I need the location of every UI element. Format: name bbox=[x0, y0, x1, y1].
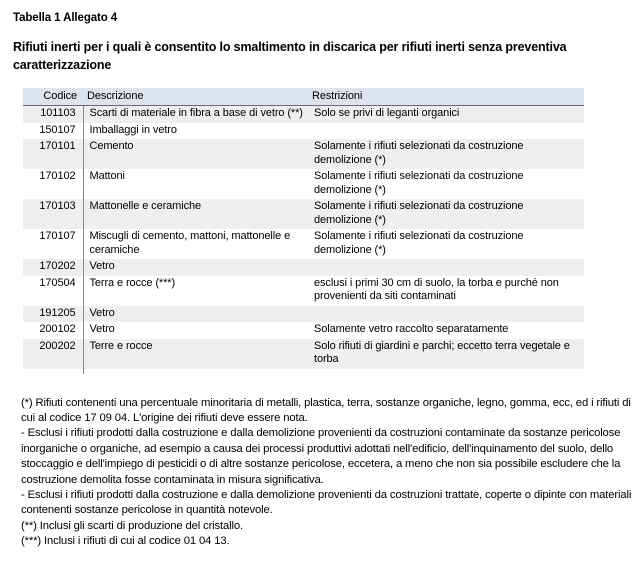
column-header-descrizione: Descrizione bbox=[83, 88, 308, 106]
document-subtitle: Rifiuti inerti per i quali è consentito lo smaltimento in discarica per rifiuti inerti senza preventiva caratterizzazione bbox=[13, 40, 567, 72]
spacer-cell-restrizioni bbox=[308, 369, 584, 374]
cell-restrizioni bbox=[308, 259, 584, 276]
footnote-dash-treated: - Esclusi i rifiuti prodotti dalla costruzione e dalla demolizione provenienti da costruzioni trattate, coperte o dipinte con materiali contenenti sostanze pericolose in quantità notevole. bbox=[21, 488, 632, 517]
cell-codice: 170202 bbox=[23, 259, 83, 276]
cell-descrizione: Mattonelle e ceramiche bbox=[83, 199, 308, 229]
cell-restrizioni: esclusi i primi 30 cm di suolo, la torba e purché non provenienti da siti contaminati bbox=[308, 276, 584, 306]
spacer-cell-descrizione bbox=[83, 369, 308, 374]
table-row bbox=[23, 306, 584, 323]
cell-restrizioni: Solamente i rifiuti selezionati da costruzione demolizione (*) bbox=[308, 229, 584, 259]
footnote-double-asterisk: (**) Inclusi gli scarti di produzione del cristallo. bbox=[21, 519, 243, 532]
footnote-triple-asterisk: (***) Inclusi i rifiuti di cui al codice 01 04 13. bbox=[21, 535, 230, 548]
table-header-row bbox=[23, 88, 584, 106]
table-row bbox=[23, 322, 584, 339]
cell-codice: 170107 bbox=[23, 229, 83, 259]
cell-restrizioni bbox=[308, 306, 584, 323]
waste-table-container bbox=[23, 88, 584, 374]
table-row bbox=[23, 199, 584, 229]
table-body bbox=[23, 106, 584, 374]
table-bottom-spacer bbox=[23, 369, 584, 374]
cell-codice: 200202 bbox=[23, 339, 83, 369]
table-row bbox=[23, 106, 584, 123]
cell-codice: 170102 bbox=[23, 169, 83, 199]
cell-descrizione: Terra e rocce (***) bbox=[83, 276, 308, 306]
table-row bbox=[23, 123, 584, 140]
table-row bbox=[23, 276, 584, 306]
table-row bbox=[23, 339, 584, 369]
column-header-restrizioni: Restrizioni bbox=[308, 88, 584, 106]
cell-codice: 170504 bbox=[23, 276, 83, 306]
cell-codice: 200102 bbox=[23, 322, 83, 339]
cell-restrizioni: Solo se privi di leganti organici bbox=[308, 106, 584, 123]
cell-codice: 170103 bbox=[23, 199, 83, 229]
column-header-codice: Codice bbox=[23, 88, 83, 106]
cell-descrizione: Vetro bbox=[83, 259, 308, 276]
cell-descrizione: Vetro bbox=[83, 306, 308, 323]
table-row bbox=[23, 229, 584, 259]
cell-restrizioni: Solamente vetro raccolto separatamente bbox=[308, 322, 584, 339]
cell-descrizione: Miscugli di cemento, mattoni, mattonelle e ceramiche bbox=[83, 229, 308, 259]
cell-codice: 150107 bbox=[23, 123, 83, 140]
table-header bbox=[23, 88, 584, 106]
cell-restrizioni: Solamente i rifiuti selezionati da costruzione demolizione (*) bbox=[308, 169, 584, 199]
cell-descrizione: Imballaggi in vetro bbox=[83, 123, 308, 140]
cell-codice: 191205 bbox=[23, 306, 83, 323]
cell-restrizioni: Solamente i rifiuti selezionati da costruzione demolizione (*) bbox=[308, 199, 584, 229]
cell-descrizione: Terre e rocce bbox=[83, 339, 308, 369]
footnote-asterisk: (*) Rifiuti contenenti una percentuale minoritaria di metalli, plastica, terra, sostanze organiche, legno, gomma, ecc, ed i rifiuti di cui al codice 17 09 04. L'origine dei rifiuti deve essere nota. bbox=[21, 396, 631, 424]
cell-restrizioni: Solo rifiuti di giardini e parchi; eccetto terra vegetale e torba bbox=[308, 339, 584, 369]
cell-descrizione: Mattoni bbox=[83, 169, 308, 199]
waste-codes-table bbox=[23, 88, 584, 374]
table-row bbox=[23, 169, 584, 199]
footnote-dash-contaminated: - Esclusi i rifiuti prodotti dalla costruzione e dalla demolizione provenienti da costruzioni contaminate da sostanze pericolose inorganiche o organiche, ad esempio a causa dei processi produttivi adottati nell'edificio, dell'inquinamento del suolo, dello stoccaggio e dell'impiego di pesticidi o di altre sostanze pericolose, eccetera, a meno che non sia possibile escludere che la costruzione demolita fosse contaminata in misura significativa. bbox=[21, 427, 621, 486]
spacer-cell-codice bbox=[23, 369, 83, 374]
cell-descrizione: Cemento bbox=[83, 139, 308, 169]
cell-restrizioni bbox=[308, 123, 584, 140]
cell-descrizione: Scarti di materiale in fibra a base di vetro (**) bbox=[83, 106, 308, 123]
page-title: Tabella 1 Allegato 4 bbox=[13, 12, 118, 24]
cell-codice: 170101 bbox=[23, 139, 83, 169]
footnotes-section bbox=[21, 396, 633, 550]
cell-descrizione: Vetro bbox=[83, 322, 308, 339]
cell-codice: 101103 bbox=[23, 106, 83, 123]
table-row bbox=[23, 259, 584, 276]
table-row bbox=[23, 139, 584, 169]
cell-restrizioni: Solamente i rifiuti selezionati da costruzione demolizione (*) bbox=[308, 139, 584, 169]
